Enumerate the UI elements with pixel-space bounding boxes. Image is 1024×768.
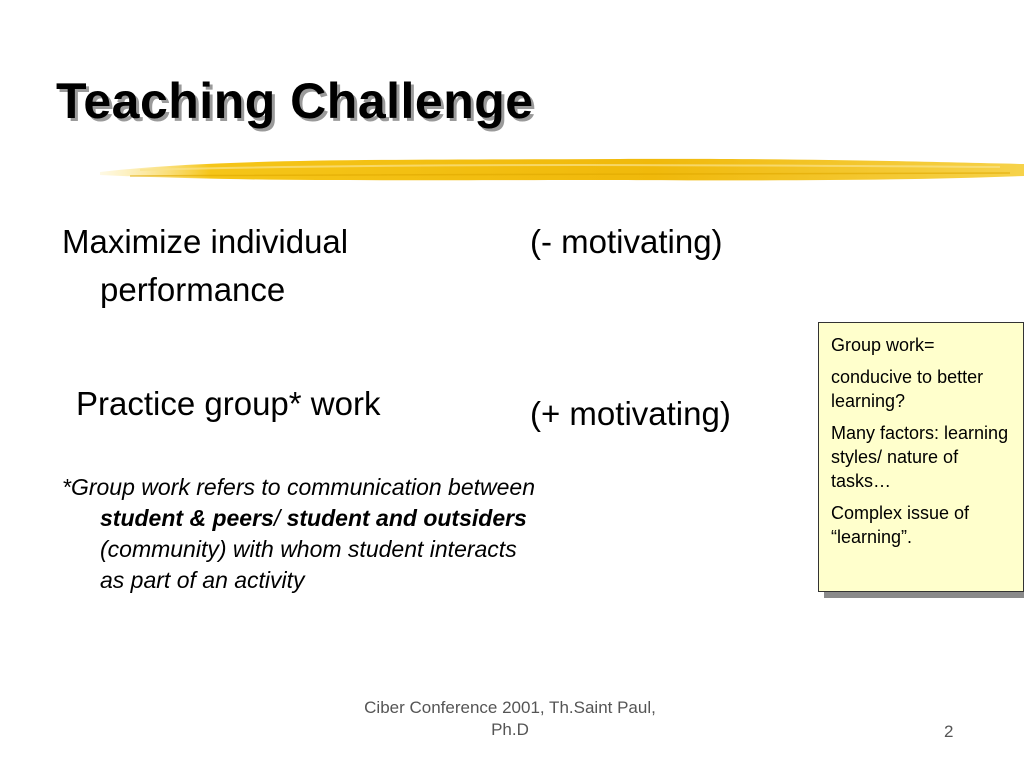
callout-line-4: Complex issue of “learning”. xyxy=(831,503,970,547)
page-number: 2 xyxy=(944,722,954,741)
callout-line-3: Many factors: learning styles/ nature of tasks… xyxy=(831,423,1009,491)
callout-line-2: conducive to better learning? xyxy=(831,367,984,411)
footnote-text-1: *Group work refers to communication between xyxy=(62,474,535,500)
slide-footer: Ciber Conference 2001, Th.Saint Paul, Ph.D xyxy=(364,698,656,739)
right-item-plus-motivating: (+ motivating) xyxy=(530,395,731,432)
callout-line-1: Group work= xyxy=(831,335,935,355)
brush-stroke-divider xyxy=(100,150,1024,186)
callout-box xyxy=(818,322,1024,592)
footnote-text-2: / xyxy=(273,505,287,531)
footnote-bold-2: student and outsiders xyxy=(286,505,527,531)
left-item-maximize: Maximize individual performance xyxy=(62,223,349,308)
footnote-bold-1: student & peers xyxy=(100,505,274,531)
footnote-group-work xyxy=(62,472,540,596)
slide-title: Teaching Challenge xyxy=(56,73,534,129)
footnote-text-3: (community) with whom student interacts as part of an activity xyxy=(100,536,517,593)
left-item-practice: Practice group* work xyxy=(76,385,381,422)
right-item-minus-motivating: (- motivating) xyxy=(530,223,723,260)
